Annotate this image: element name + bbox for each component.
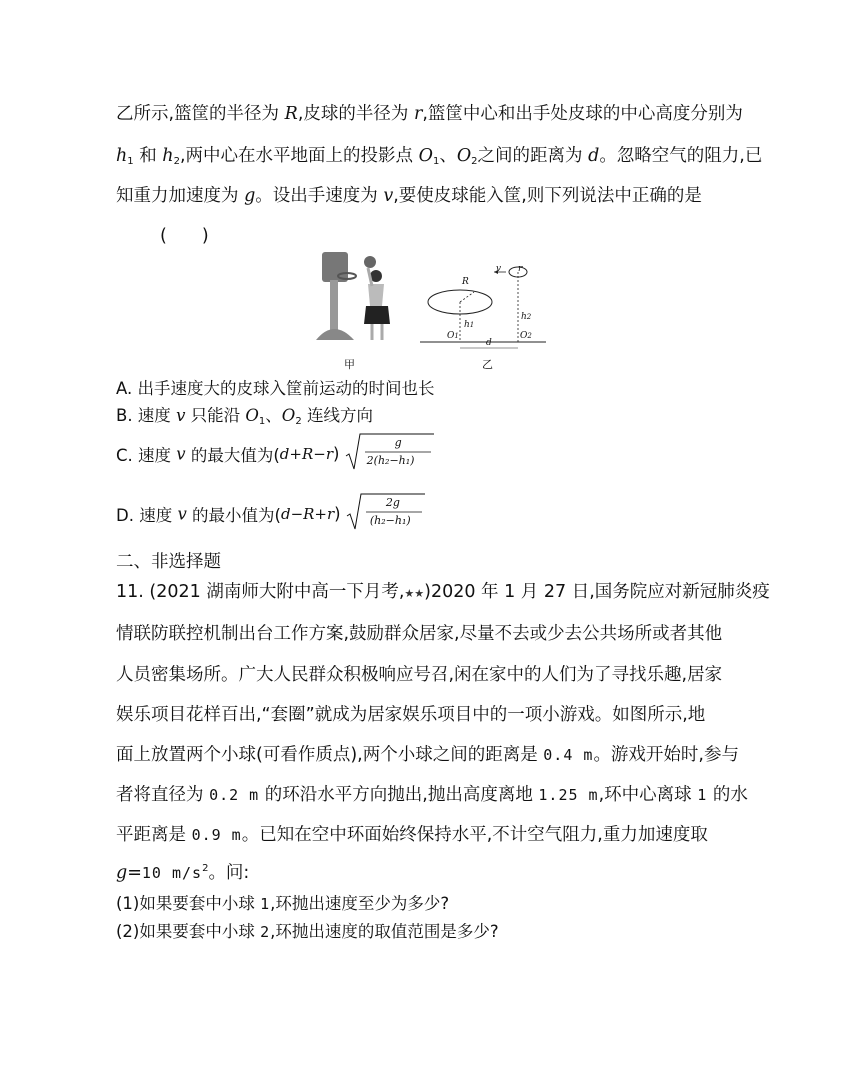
q10-line-3: 知重力加速度为 g。设出手速度为 v,要使皮球能入筐,则下列说法中正确的是	[116, 186, 702, 206]
q11-line-8: g=10 $m/s^2$。问:	[116, 863, 250, 883]
option-a: A. 出手速度大的皮球入筐前运动的时间也长	[116, 379, 435, 398]
label-d: d	[486, 338, 492, 348]
figure-jia-basketball-girl	[310, 248, 400, 350]
label-R: R	[462, 277, 469, 287]
option-b: B. 速度 v 只能沿 $O_1$、$O_2$ 连线方向	[116, 406, 373, 427]
q11-line-7: 平距离是 0.9 m。已知在空中环面始终保持水平,不计空气阻力,重力加速度取	[116, 825, 708, 845]
girl-skirt	[364, 306, 390, 324]
section-title: 二、非选择题	[116, 552, 221, 572]
ball	[364, 256, 376, 268]
q11-line-2: 情联防联控机制出台工作方案,鼓励群众居家,尽量不去或少去公共场所或者其他	[116, 624, 723, 644]
girl-arm	[368, 268, 372, 286]
q11-line-4: 娱乐项目花样百出,“套圈”就成为居家娱乐项目中的一项小游戏。如图所示,地	[116, 705, 706, 725]
label-O1: O1	[447, 331, 459, 341]
label-h1: h1	[464, 320, 475, 330]
q11-line-3: 人员密集场所。广大人民群众积极响应号召,闲在家中的人们为了寻找乐趣,居家	[116, 665, 723, 685]
q11-line-1: 11. (2021 湖南师大附中高一下月考,★★)2020 年 1 月 27 日,国务院应对新冠肺炎疫	[116, 582, 770, 602]
label-h2: h2	[521, 312, 532, 322]
sqrt-expression-d: 2g (h₂−h₁)	[346, 492, 426, 536]
difficulty-stars-icon: ★★	[404, 587, 425, 600]
q11-subquestion-2: (2)如果要套中小球 2,环抛出速度的取值范围是多少?	[116, 922, 499, 941]
label-r: r	[518, 264, 523, 274]
figure-caption-jia: 甲	[344, 358, 355, 371]
sqrt-expression-c: g 2(h₂−h₁)	[345, 432, 435, 476]
pole	[330, 280, 338, 332]
label-O2: O2	[520, 331, 532, 341]
backboard	[322, 252, 348, 282]
radius-R-line	[460, 292, 474, 302]
answer-blank: ( )	[160, 226, 209, 246]
label-v: v	[496, 264, 502, 274]
option-c: C. 速度 v 的最大值为(d+R−r) g 2(h₂−h₁)	[116, 432, 435, 476]
q10-line-2: $h_1$ 和 $h_2$,两中心在水平地面上的投影点 $O_1$、$O_2$之间的距离为 d。忽略空气的阻力,已	[116, 146, 763, 167]
q11-line-5: 面上放置两个小球(可看作质点),两个小球之间的距离是 0.4 m。游戏开始时,参与	[116, 745, 739, 765]
q10-line-1: 乙所示,篮筐的半径为 R,皮球的半径为 r,篮筐中心和出手处皮球的中心高度分别为	[116, 104, 743, 124]
girl-body	[368, 284, 384, 306]
q11-subquestion-1: (1)如果要套中小球 1,环抛出速度至少为多少?	[116, 894, 450, 913]
q11-line-6: 者将直径为 0.2 m 的环沿水平方向抛出,抛出高度离地 1.25 m,环中心离球 1 的水	[116, 785, 748, 805]
stand-base	[316, 329, 354, 340]
figure-caption-yi: 乙	[482, 358, 493, 371]
option-d: D. 速度 v 的最小值为(d−R+r) 2g (h₂−h₁)	[116, 492, 426, 536]
